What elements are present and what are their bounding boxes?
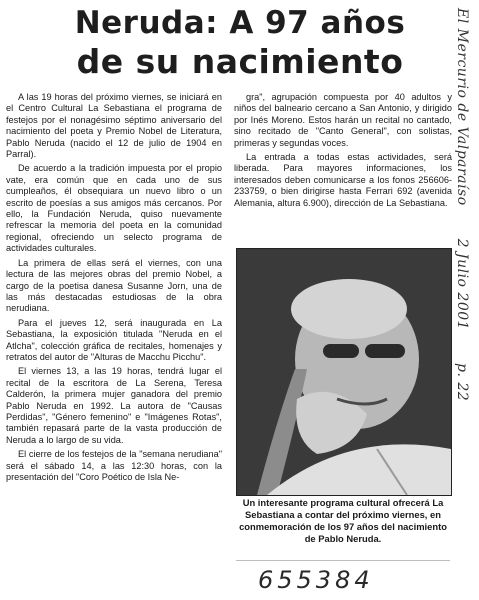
photo-caption: Un interesante programa cultural ofrecerá La Sebastiana a contar del próximo viernes, en conmemoración de los 97 años del nacimiento de Pablo Neruda. (239, 497, 447, 544)
page-note: p. 22 (454, 363, 470, 402)
paragraph: De acuerdo a la tradición impuesta por el propio vate, era común que en cada uno de sus cumpleaños, él obsequiara un nuevo libro o un escrito de poesías a sus amigos más cercanos. Por ello, la Fundación Neruda, quiso nuevamente refrescar la memoria del poeta en la comunidad regional, ofreciendo un selecto programa de actividades culturales. (6, 163, 222, 254)
headline-line-1: Neruda: A 97 años (74, 5, 406, 41)
paragraph: El cierre de los festejos de la "semana nerudiana" será el sábado 14, a las 12:30 horas, con la presentación del "Coro Poético de Isla Ne- (6, 449, 222, 482)
paragraph: gra", agrupación compuesta por 40 adultos y niños del balneario cercano a San Antonio, y dirigido por Inés Moreno. Estos harán un recital no cantado, sino recitado de "Canto General", con solistas, primeras y segundas voces. (234, 92, 452, 148)
portrait-illustration (237, 249, 451, 495)
handwritten-margin-note (440, 8, 470, 488)
article-column-left (6, 92, 222, 486)
archive-number: 655384 (258, 566, 374, 594)
paragraph: A las 19 horas del próximo viernes, se iniciará en el Centro Cultural La Sebastiana el programa de festejos por el nonagésimo séptimo aniversario del nacimiento del poeta y Premio Nobel de Literatura, Pablo Neruda (nacido el 12 de julio de 1904 en Parral). (6, 92, 222, 160)
article-headline (50, 4, 430, 82)
paragraph: El viernes 13, a las 19 horas, tendrá lugar el recital de la escritora de La Serena, Teresa Calderón, la primera mujer ganadora del premio Pablo Neruda en 1992. La autora de "Causas Perdidas", "Género femenino" e "Imágenes Rotas", también repasará parte de la vasta producción de Neruda a lo largo de su vida. (6, 366, 222, 445)
publication-note: El Mercurio de Valparaíso (454, 8, 470, 206)
headline-line-2: de su nacimiento (76, 42, 404, 81)
neruda-photo (236, 248, 452, 496)
paragraph: La primera de ellas será el viernes, con una lectura de las mejores obras del premio Nobel, a cargo de la poetisa danesa Susanne Jorn, una de las más destacadas estudiosas de la obra nerudiana. (6, 257, 222, 314)
article-column-right (234, 92, 452, 212)
paragraph: La entrada a todas estas actividades, será liberada. Para mayores informaciones, los interesados deben comunicarse a los fonos 256606-233759, o bien dirigirse hasta Ferrari 692 (avenida Alemania, altura 6.900), dirección de La Sebastiana. (234, 152, 452, 208)
date-note: 2 Julio 2001 (454, 238, 470, 331)
divider (236, 560, 450, 561)
paragraph: Para el jueves 12, será inaugurada en La Sebastiana, la exposición titulada "Neruda en el Atlcha", colección gráfica de recitales, homenajes y retratos del autor de "Alturas de Macchu Picchu". (6, 317, 222, 362)
